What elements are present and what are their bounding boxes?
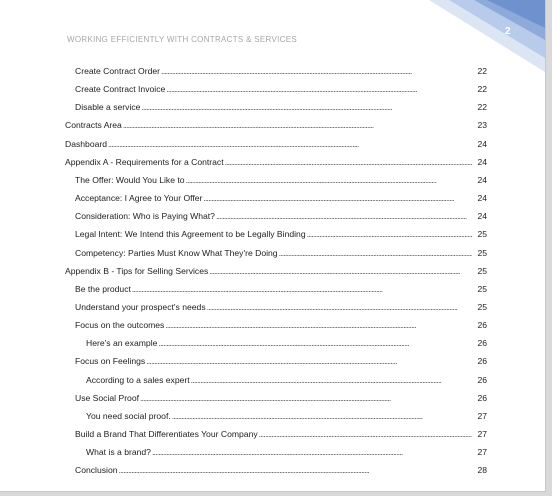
corner-decoration bbox=[429, 0, 545, 72]
toc-entry[interactable] bbox=[75, 66, 487, 80]
toc-entry-label: Create Contract Order bbox=[75, 66, 161, 76]
toc-entry[interactable] bbox=[75, 393, 487, 407]
toc-entry[interactable] bbox=[75, 193, 487, 207]
toc-leader-dots bbox=[225, 157, 472, 167]
toc-entry-page: 26 bbox=[477, 374, 487, 385]
toc-entry-label: Build a Brand That Differentiates Your Company bbox=[75, 429, 258, 439]
toc-entry-page: 27 bbox=[477, 410, 487, 421]
toc-leader-dots bbox=[191, 375, 472, 385]
toc-entry-label: Understand your prospect's needs bbox=[75, 301, 206, 312]
toc-entry[interactable] bbox=[75, 84, 487, 98]
toc-entry-label: Focus on Feelings bbox=[75, 356, 146, 367]
toc-entry-page: 26 bbox=[477, 320, 487, 331]
toc-entry-label: Legal Intent: We Intend this Agreement to be Legally Binding bbox=[75, 229, 306, 240]
toc-leader-dots bbox=[119, 465, 472, 475]
toc-entry-page: 23 bbox=[477, 120, 487, 131]
toc-entry-label: Create Contract Invoice bbox=[75, 84, 166, 95]
toc-entry-page: 25 bbox=[477, 283, 487, 294]
page-number: 2 bbox=[505, 26, 511, 37]
toc-entry-label: Use Social Proof bbox=[75, 392, 140, 403]
toc-leader-dots bbox=[216, 211, 472, 221]
toc-entry[interactable] bbox=[75, 320, 487, 334]
toc-leader-dots bbox=[152, 447, 472, 457]
toc-leader-dots bbox=[172, 411, 472, 421]
toc-leader-dots bbox=[141, 102, 472, 112]
toc-entry-label: Consideration: Who is Paying What? bbox=[75, 211, 215, 222]
toc-entry-page: 27 bbox=[477, 447, 487, 458]
toc-entry-page: 24 bbox=[477, 174, 487, 185]
toc-entry-label: Disable a service bbox=[75, 102, 141, 113]
toc-leader-dots bbox=[161, 66, 472, 76]
toc-entry-page: 24 bbox=[477, 156, 487, 167]
toc-entry-label: Dashboard bbox=[65, 138, 108, 149]
toc-leader-dots bbox=[203, 193, 472, 203]
toc-entry-label: Conclusion bbox=[75, 465, 118, 476]
toc-entry[interactable] bbox=[75, 356, 487, 370]
toc-leader-dots bbox=[279, 248, 472, 258]
toc-entry[interactable] bbox=[65, 120, 487, 134]
toc-leader-dots bbox=[108, 139, 472, 149]
toc-leader-dots bbox=[186, 175, 472, 185]
toc-entry-page: 24 bbox=[477, 211, 487, 222]
toc-entry-label: Focus on the outcomes bbox=[75, 320, 165, 331]
toc-entry-page: 25 bbox=[477, 301, 487, 312]
toc-leader-dots bbox=[140, 393, 472, 403]
toc-leader-dots bbox=[132, 284, 472, 294]
toc-entry[interactable] bbox=[65, 139, 487, 153]
toc-entry-page: 27 bbox=[477, 429, 487, 439]
toc-entry-label: Appendix B - Tips for Selling Services bbox=[65, 265, 209, 276]
toc-entry-label: Contracts Area bbox=[65, 120, 122, 131]
toc-leader-dots bbox=[209, 266, 472, 276]
toc-entry-label: According to a sales expert bbox=[86, 374, 190, 385]
toc-entry-label: Acceptance: I Agree to Your Offer bbox=[75, 193, 203, 204]
toc-entry[interactable] bbox=[75, 102, 487, 116]
toc-entry[interactable] bbox=[86, 338, 487, 352]
toc-entry[interactable] bbox=[65, 157, 487, 171]
toc-entry-label: You need social proof. bbox=[86, 410, 171, 421]
toc-entry-label: Here's an example bbox=[86, 338, 158, 349]
toc-entry[interactable] bbox=[75, 229, 487, 243]
toc-entry-page: 26 bbox=[477, 338, 487, 349]
toc-entry[interactable] bbox=[86, 411, 487, 425]
toc-entry[interactable] bbox=[65, 266, 487, 280]
toc-entry[interactable] bbox=[75, 465, 487, 479]
toc-leader-dots bbox=[123, 120, 472, 130]
toc-entry[interactable] bbox=[86, 375, 487, 389]
toc-entry-label: Competency: Parties Must Know What They're Doing bbox=[75, 247, 278, 258]
toc-leader-dots bbox=[146, 356, 472, 366]
toc-entry[interactable] bbox=[75, 429, 487, 443]
toc-entry-page: 25 bbox=[477, 265, 487, 276]
toc-entry-page: 22 bbox=[477, 84, 487, 95]
toc-entry-page: 24 bbox=[477, 193, 487, 204]
toc-entry-page: 25 bbox=[477, 229, 487, 240]
toc-entry-page: 26 bbox=[477, 356, 487, 367]
toc-entry-label: What is a brand? bbox=[86, 447, 151, 458]
toc-entry[interactable] bbox=[75, 175, 487, 189]
toc-entry-label: The Offer: Would You Like to bbox=[75, 174, 185, 185]
toc-entry-page: 24 bbox=[477, 138, 487, 149]
toc-entry[interactable] bbox=[75, 284, 487, 298]
toc-entry[interactable] bbox=[75, 248, 487, 262]
toc-leader-dots bbox=[166, 84, 472, 94]
toc-leader-dots bbox=[207, 302, 472, 312]
toc-entry-page: 22 bbox=[477, 102, 487, 113]
page-header-title: WORKING EFFICIENTLY WITH CONTRACTS & SERVICES bbox=[67, 35, 297, 44]
toc-entry-label: Be the product bbox=[75, 283, 131, 294]
toc-entry[interactable] bbox=[86, 447, 487, 461]
toc-entry-page: 28 bbox=[477, 465, 487, 476]
toc-leader-dots bbox=[259, 429, 472, 439]
toc-leader-dots bbox=[165, 320, 472, 330]
toc-entry[interactable] bbox=[75, 302, 487, 316]
toc-leader-dots bbox=[307, 229, 472, 239]
toc-entry-page: 25 bbox=[477, 247, 487, 258]
toc-entry[interactable] bbox=[75, 211, 487, 225]
toc-entry-page: 22 bbox=[477, 66, 487, 76]
toc-entry-label: Appendix A - Requirements for a Contract bbox=[65, 156, 224, 167]
toc-leader-dots bbox=[158, 338, 472, 348]
toc-entry-page: 26 bbox=[477, 392, 487, 403]
